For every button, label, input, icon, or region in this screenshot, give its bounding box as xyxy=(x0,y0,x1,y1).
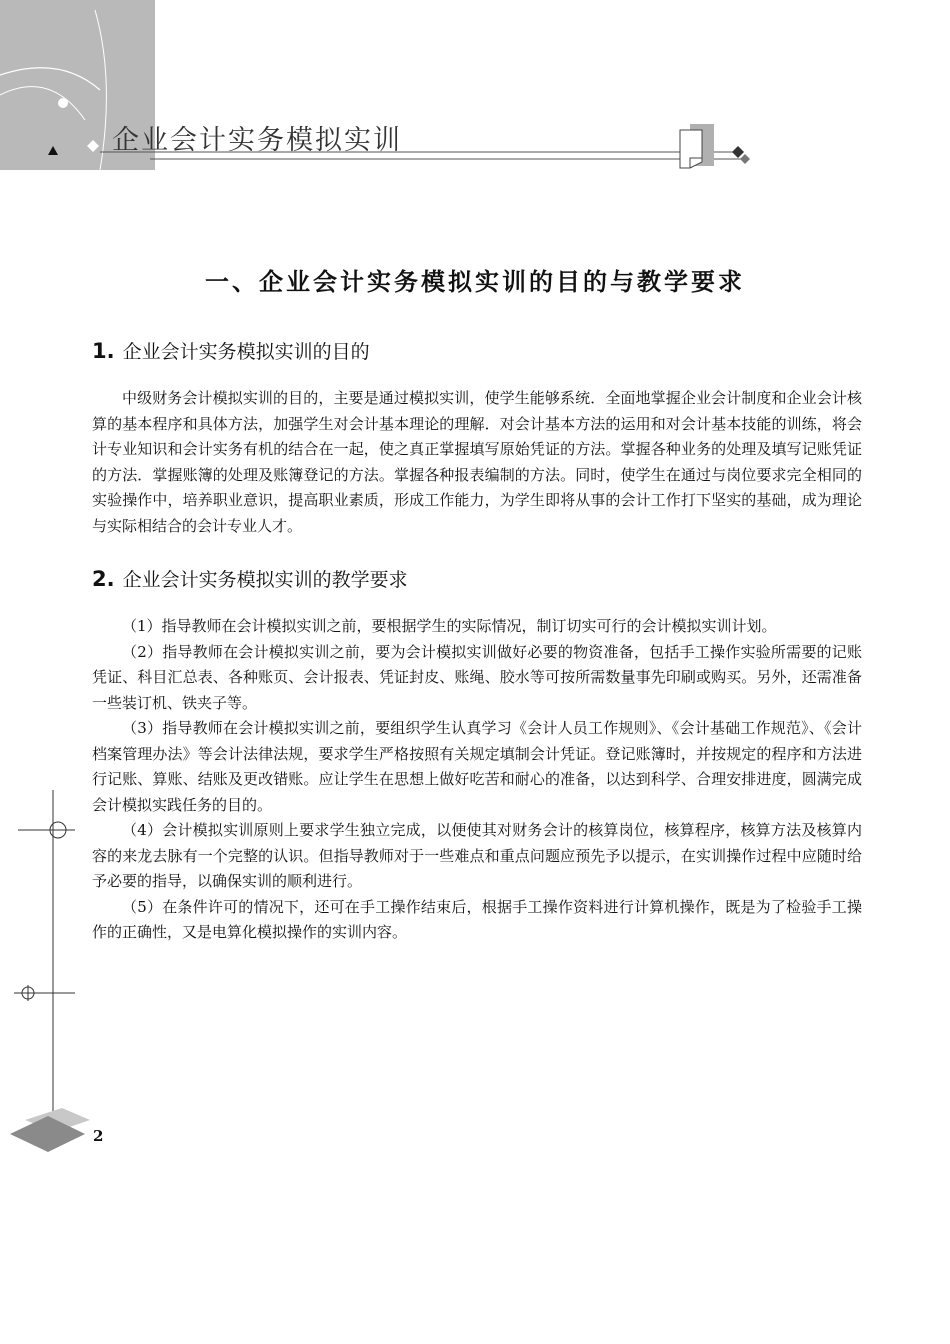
requirement-item-3: （3）指导教师在会计模拟实训之前，要组织学生认真学习《会计人员工作规则》、《会计基础工作规范》、《会计档案管理办法》等会计法律法规，要求学生严格按照有关规定填制会计凭证。登记账簿时，并按规定的程序和方法进行记账、算账、结账及更改错账。应让学生在思想上做好吃苦和耐心的准备，以达到科学、合理安排进度，圆满完成会计模拟实践任务的目的。 xyxy=(92,719,862,814)
requirement-item-1: （1）指导教师在会计模拟实训之前，要根据学生的实际情况，制订切实可行的会计模拟实训计划。 xyxy=(122,617,777,635)
triangle-icon xyxy=(48,146,58,155)
book-title: 企业会计实务模拟实训 xyxy=(112,125,402,156)
section-number: 2. xyxy=(92,567,115,591)
section-title: 企业会计实务模拟实训的目的 xyxy=(122,341,370,363)
requirement-item-5: （5）在条件许可的情况下，还可在手工操作结束后，根据手工操作资料进行计算机操作，既是为了检验手工操作的正确性，又是电算化模拟操作的实训内容。 xyxy=(92,897,862,941)
page-number: 2 xyxy=(93,1127,104,1145)
section-2-body xyxy=(92,614,862,946)
requirement-item-2: （2）指导教师在会计模拟实训之前，要为会计模拟实训做好必要的物资准备，包括手工操作实验所需要的记账凭证、科目汇总表、各种账页、会计报表、凭证封皮、账绳、胶水等可按所需数量事先印刷或购买。另外，还需准备一些装订机、铁夹子等。 xyxy=(92,642,862,712)
diamond-icon-right-small xyxy=(740,154,750,164)
section-number: 1. xyxy=(92,339,115,363)
chapter-title: 一、企业会计实务模拟实训的目的与教学要求 xyxy=(205,268,745,296)
header-dot xyxy=(58,98,68,108)
page-corner-icon xyxy=(680,130,702,168)
section-title: 企业会计实务模拟实训的教学要求 xyxy=(122,569,408,591)
paragraph: 中级财务会计模拟实训的目的，主要是通过模拟实训，使学生能够系统．全面地掌握企业会计制度和企业会计核算的基本程序和具体方法，加强学生对会计基本理论的理解．对会计基本方法的运用和对会计基本技能的训练，将会计专业知识和会计实务有机的结合在一起，使之真正掌握填写原始凭证的方法。掌握各种业务的处理及填写记账凭证的方法．掌握账簿的处理及账簿登记的方法。掌握各种报表编制的方法。同时，使学生在通过与岗位要求完全相同的实验操作中，培养职业意识，提高职业素质，形成工作能力，为学生即将从事的会计工作打下坚实的基础，成为理论与实际相结合的会计专业人才。 xyxy=(92,389,862,535)
section-heading-2 xyxy=(92,565,408,592)
diamond-icon-right xyxy=(732,146,744,158)
section-heading-1 xyxy=(92,337,370,364)
requirement-item-4: （4）会计模拟实训原则上要求学生独立完成，以便使其对财务会计的核算岗位，核算程序，核算方法及核算内容的来龙去脉有一个完整的认识。但指导教师对于一些难点和重点问题应预先予以提示，在实训操作过程中应随时给予必要的指导，以确保实训的顺利进行。 xyxy=(92,821,862,890)
diamond-icon xyxy=(87,140,99,152)
header-arc-1 xyxy=(0,68,100,90)
header-arc-2 xyxy=(0,87,85,120)
